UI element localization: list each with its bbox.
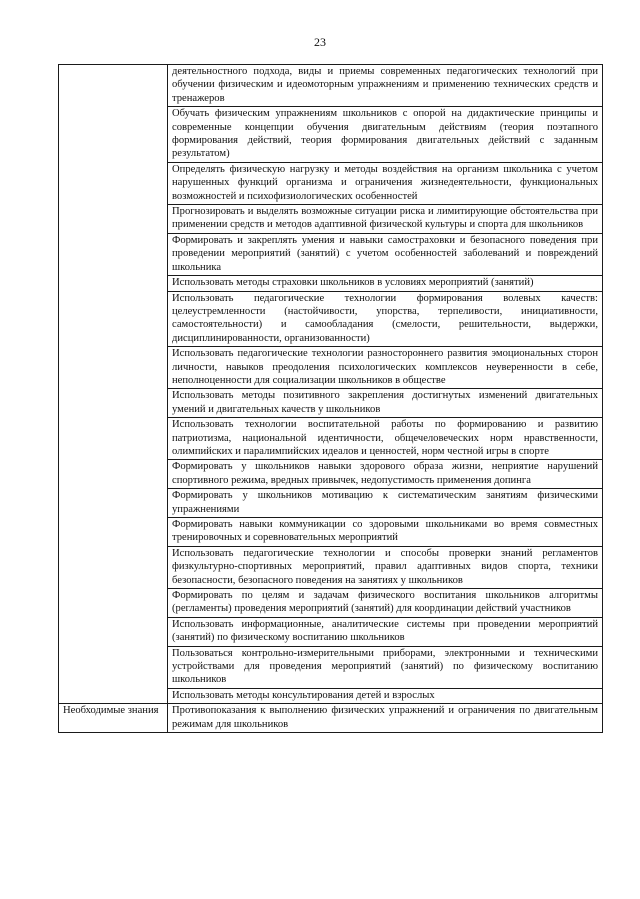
skill-cell: Формировать по целям и задачам физического воспитания школьников алгоритмы (регламенты) проведения мероприятий (занятий) для координации действий участников: [168, 589, 603, 618]
section-label: Необходимые знания: [59, 704, 168, 733]
skill-cell: деятельностного подхода, виды и приемы современных педагогических технологий при обучении физическим и идеомоторным упражнениям и применению технических средств и тренажеров: [168, 65, 603, 107]
skill-cell: Использовать технологии воспитательной работы по формированию и развитию патриотизма, национальной идентичности, общечеловеческих норм нравственности, олимпийских и паралимпийских идеалов и ценностей, норм честной игры в спорте: [168, 418, 603, 460]
skill-cell: Формировать у школьников мотивацию к систематическим занятиям физическими упражнениями: [168, 489, 603, 518]
skill-cell: Использовать педагогические технологии разностороннего развития эмоциональных сторон личности, навыков преодоления психологических комплексов неуверенности в себе, неполноценности для социализации школьников в обществе: [168, 347, 603, 389]
page-number: 23: [314, 35, 326, 49]
table-row: [59, 704, 603, 733]
knowledge-cell: Противопоказания к выполнению физических упражнений и ограничения по двигательным режимам для школьников: [168, 704, 603, 733]
requirements-table: [58, 64, 603, 733]
skill-cell: Определять физическую нагрузку и методы воздействия на организм школьника с учетом нарушенных функций организма и ограничения жизнедеятельности, функциональных возможностей и психофизиологических особенностей: [168, 162, 603, 204]
skill-cell: Использовать педагогические технологии и способы проверки знаний регламентов физкультурно-спортивных мероприятий, правил адаптивных видов спорта, техники безопасности, безопасного поведения на занятиях у школьников: [168, 546, 603, 588]
skill-cell: Обучать физическим упражнениям школьников с опорой на дидактические принципы и современные концепции обучения двигательным действиям (теория поэтапного формирования действий, теория формирования двигательных действий с заданным результатом): [168, 107, 603, 163]
skill-cell: Использовать педагогические технологии формирования волевых качеств: целеустремленности (настойчивости, упорства, терпеливости, инициативности, самостоятельности) и самообладания (смелости, решительности, выдержки, дисциплинированности, организованности): [168, 291, 603, 347]
skill-cell: Формировать у школьников навыки здорового образа жизни, неприятие нарушений спортивного режима, вредных привычек, недопустимость применения допинга: [168, 460, 603, 489]
row-label: [59, 65, 168, 704]
skill-cell: Пользоваться контрольно-измерительными приборами, электронными и техническими устройствами для проведения мероприятий (занятий) по физическому воспитанию школьников: [168, 646, 603, 688]
skill-cell: Использовать методы страховки школьников в условиях мероприятий (занятий): [168, 276, 603, 291]
skill-cell: Формировать навыки коммуникации со здоровыми школьниками во время совместных тренировочных и соревновательных мероприятий: [168, 518, 603, 547]
skill-cell: Использовать методы консультирования детей и взрослых: [168, 688, 603, 703]
skill-cell: Формировать и закреплять умения и навыки самостраховки и безопасного поведения при проведении мероприятий (занятий) с учетом особенностей заболеваний и повреждений школьника: [168, 233, 603, 275]
skill-cell: Использовать методы позитивного закрепления достигнутых изменений двигательных умений и двигательных качеств у школьников: [168, 389, 603, 418]
skill-cell: Прогнозировать и выделять возможные ситуации риска и лимитирующие обстоятельства при применении средств и методов адаптивной физической культуры и спорта для школьников: [168, 205, 603, 234]
skill-cell: Использовать информационные, аналитические системы при проведении мероприятий (занятий) по физическому воспитанию школьников: [168, 617, 603, 646]
table-row: [59, 65, 603, 107]
